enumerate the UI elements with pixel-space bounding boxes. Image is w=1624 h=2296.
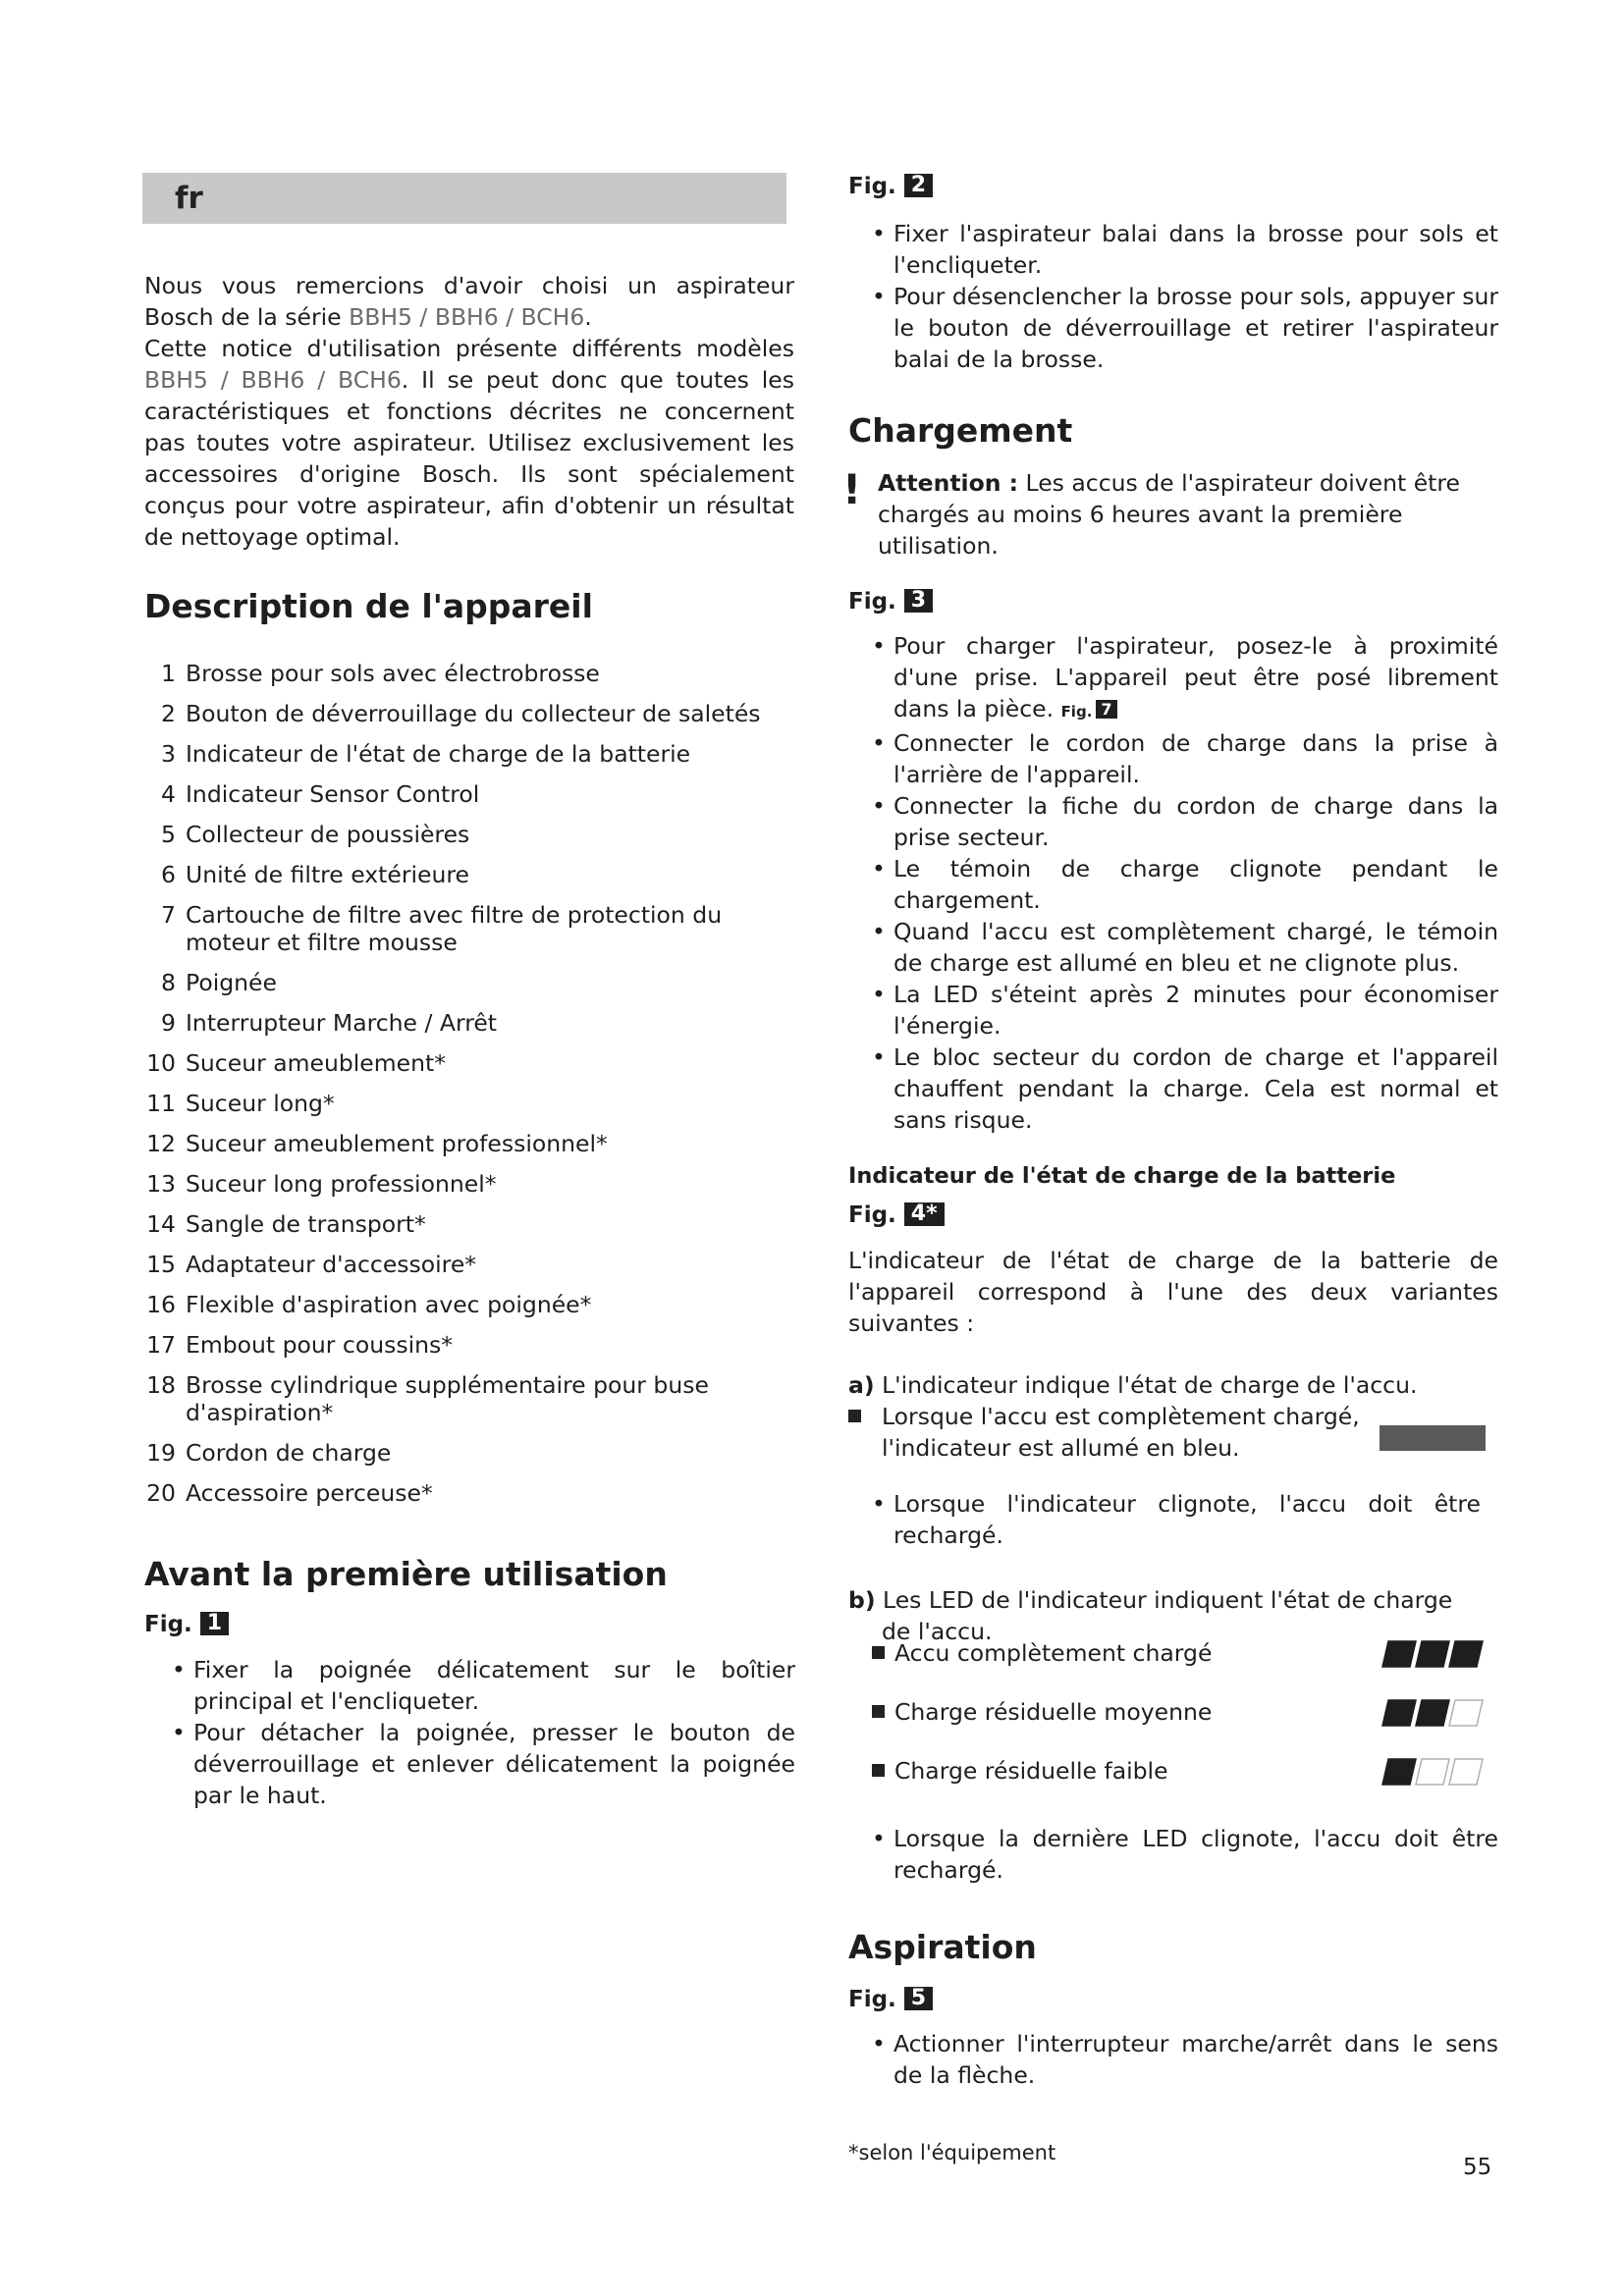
figure-ref-1: Fig. 1 [144,1610,229,1639]
parts-list-item [144,1090,792,1117]
parts-list-item [144,1291,792,1318]
part-number: 2 [161,700,176,727]
battery-segment-filled [1382,1700,1416,1726]
battery-segment-empty [1449,1700,1483,1726]
part-number: 10 [146,1049,176,1077]
figure-number-badge: 1 [200,1612,229,1635]
intro-paragraph-1: Nous vous remercions d'avoir choisi un aspirateur Bosch de la série BBH5 / BBH6 / BCH6. [144,272,794,331]
part-label: Sangle de transport* [186,1210,426,1238]
parts-list-item [144,969,792,996]
bullet-item: • Fixer l'aspirateur balai dans la brosse pour sols et l'encliqueter. [872,220,1498,279]
battery-segment-filled [1382,1641,1416,1667]
figure-number-badge: 3 [904,589,933,613]
part-number: 12 [146,1130,176,1157]
figure-number-badge: 2 [904,174,933,197]
bullet-dot-icon: • [872,855,886,882]
square-bullet-icon [872,1646,885,1659]
bullet-item: • Pour détacher la poignée, presser le bouton de déverrouillage et enlever délicatement la poignée par le haut. [172,1719,795,1809]
figure-ref-2: Fig. 2 [848,172,933,201]
parts-list-item [144,1170,792,1198]
figure-ref-5: Fig. 5 [848,1985,933,2014]
bullet-item: • Pour charger l'aspirateur, posez-le à proximité d'une prise. L'appareil peut être posé librement dans la pièce. Fig. 7 [872,632,1498,722]
intro-section [144,270,794,553]
battery-segment-filled [1449,1641,1483,1667]
battery-full-bar-icon [1380,1425,1486,1451]
parts-list-item [144,1049,792,1077]
bullet-item: • Le témoin de charge clignote pendant le chargement. [872,855,1498,914]
part-number: 4 [161,780,176,808]
part-number: 6 [161,861,176,888]
part-number: 18 [146,1371,176,1399]
figure-number-badge: 4* [904,1202,945,1226]
first-use-bullets [172,1654,795,1811]
bullet-dot-icon: • [872,792,886,820]
parts-list-item [144,1439,792,1467]
part-label: Indicateur de l'état de charge de la batterie [186,740,691,768]
language-bar [142,173,786,224]
battery-segment-empty [1416,1759,1449,1785]
battery-level-icon [1377,1639,1487,1669]
parts-list-item [144,861,792,888]
model-names: BBH5 / BBH6 / BCH6 [144,366,402,394]
part-label: Adaptateur d'accessoire* [186,1251,477,1278]
bullet-dot-icon: • [172,1719,186,1746]
bullet-dot-icon: • [872,2030,886,2057]
battery-segment-empty [1449,1759,1483,1785]
bullet-dot-icon: • [872,918,886,945]
figure-ref-4: Fig. 4* [848,1201,945,1230]
part-label: Cartouche de filtre avec filtre de protection du moteur et filtre mousse [186,901,723,956]
parts-list-item [144,700,792,727]
bullet-item: • Le bloc secteur du cordon de charge et l'appareil chauffent pendant la charge. Cela est normal et sans risque. [872,1043,1498,1134]
model-names: BBH5 / BBH6 / BCH6 [349,303,585,331]
part-label: Brosse pour sols avec électrobrosse [186,660,600,687]
bullet-dot-icon: • [872,981,886,1008]
battery-segment-filled [1416,1641,1449,1667]
aspiration-heading: Aspiration [848,1928,1037,1966]
part-number: 17 [146,1331,176,1359]
charge-level-row [872,1696,1212,1728]
figure-number-badge: 7 [1096,700,1116,719]
part-label: Suceur long* [186,1090,335,1117]
intro-paragraph-2: Cette notice d'utilisation présente différents modèles BBH5 / BBH6 / BCH6. Il se peut donc que toutes les caractéristiques et fonctions décrites ne concernent pas toutes votre aspirateur. Utilisez exclusivement les accessoires d'origine Bosch. Ils sont spécialement conçus pour votre aspirateur, afin d'obtenir un résultat de nettoyage optimal. [144,335,795,551]
language-code: fr [175,181,203,216]
part-number: 8 [161,969,176,996]
part-number: 7 [161,901,176,929]
bullet-dot-icon: • [872,729,886,757]
part-label: Collecteur de poussières [186,821,470,848]
charge-level-row [872,1637,1212,1669]
part-number: 16 [146,1291,176,1318]
charge-level-label: Charge résiduelle moyenne [894,1698,1213,1726]
square-bullet-icon [872,1764,885,1777]
part-label: Poignée [186,969,277,996]
attention-label: Attention : [878,469,1019,497]
indicator-intro: L'indicateur de l'état de charge de la batterie de l'appareil correspond à l'une des deux variantes suivantes : [848,1247,1498,1337]
part-number: 13 [146,1170,176,1198]
battery-level-icon [1377,1757,1487,1787]
part-label: Interrupteur Marche / Arrêt [186,1009,498,1037]
part-number: 5 [161,821,176,848]
part-number: 9 [161,1009,176,1037]
parts-list [144,660,792,1507]
part-label: Indicateur Sensor Control [186,780,480,808]
variant-a-bullet: • Lorsque l'indicateur clignote, l'accu doit être rechargé. [872,1490,1481,1549]
part-label: Suceur ameublement professionnel* [186,1130,608,1157]
parts-list-item [144,660,792,687]
parts-list-item [144,1130,792,1157]
parts-list-item [144,780,792,808]
part-label: Cordon de charge [186,1439,392,1467]
square-bullet-icon [872,1705,885,1718]
bullet-item: • Actionner l'interrupteur marche/arrêt dans le sens de la flèche. [872,2030,1498,2089]
fig2-bullets [872,218,1498,375]
part-number: 19 [146,1439,176,1467]
bullet-dot-icon: • [872,1490,886,1518]
variant-b-label: b) [848,1586,876,1614]
charging-heading: Chargement [848,411,1073,450]
variant-a: a) L'indicateur indique l'état de charge de l'accu. Lorsque l'accu est complètement chargé, l'indicateur est allumé en bleu. [848,1369,1498,1464]
bullet-dot-icon: • [172,1656,186,1683]
part-label: Bouton de déverrouillage du collecteur de saletés [186,700,761,727]
battery-segment-filled [1382,1759,1416,1785]
charging-bullet-list [872,727,1498,1136]
part-label: Suceur long professionnel* [186,1170,497,1198]
bullet-item: • La LED s'éteint après 2 minutes pour économiser l'énergie. [872,981,1498,1040]
battery-level-icon [1377,1698,1487,1728]
battery-segment-filled [1416,1700,1449,1726]
variant-b: b) Les LED de l'indicateur indiquent l'état de charge de l'accu. [848,1586,1453,1645]
part-number: 15 [146,1251,176,1278]
parts-list-item [144,1331,792,1359]
part-number: 11 [146,1090,176,1117]
bullet-item: • Connecter la fiche du cordon de charge dans la prise secteur. [872,792,1498,851]
parts-list-item [144,901,792,956]
bullet-item: • Connecter le cordon de charge dans la prise à l'arrière de l'appareil. [872,729,1498,788]
bullet-item: • Fixer la poignée délicatement sur le boîtier principal et l'encliqueter. [172,1656,795,1715]
bullet-dot-icon: • [872,632,886,660]
parts-list-item [144,821,792,848]
bullet-dot-icon: • [872,1043,886,1071]
attention-note: Attention : Les accus de l'aspirateur doivent être chargés au moins 6 heures avant la première utilisation. [878,469,1460,560]
figure-number-badge: 5 [904,1987,933,2010]
figure-ref-3: Fig. 3 [848,587,933,616]
part-number: 1 [161,660,176,687]
part-label: Flexible d'aspiration avec poignée* [186,1291,592,1318]
part-number: 14 [146,1210,176,1238]
variant-b-bullet: • Lorsque la dernière LED clignote, l'accu doit être rechargé. [872,1825,1498,1884]
part-label: Accessoire perceuse* [186,1479,433,1507]
square-bullet-icon [848,1410,861,1422]
part-number: 3 [161,740,176,768]
parts-list-item [144,1210,792,1238]
parts-list-item [144,1479,792,1507]
part-label: Suceur ameublement* [186,1049,446,1077]
page-number: 55 [1463,2155,1492,2180]
part-label: Brosse cylindrique supplémentaire pour buse d'aspiration* [186,1371,709,1426]
charge-level-label: Accu complètement chargé [894,1639,1213,1667]
bullet-dot-icon: • [872,283,886,310]
parts-list-item [144,740,792,768]
parts-list-item [144,1371,792,1426]
battery-indicator-heading: Indicateur de l'état de charge de la batterie [848,1163,1396,1189]
charging-bullets [872,630,1498,1136]
variant-a-item: Lorsque l'accu est complètement chargé, l'indicateur est allumé en bleu. [848,1401,1441,1464]
bullet-item: • Quand l'accu est complètement chargé, le témoin de charge est allumé en bleu et ne clignote plus. [872,918,1498,977]
charge-level-row [872,1755,1168,1787]
part-label: Embout pour coussins* [186,1331,454,1359]
variant-a-label: a) [848,1371,875,1399]
parts-list-item [144,1251,792,1278]
description-heading: Description de l'appareil [144,587,593,625]
bullet-item: • Pour désenclencher la brosse pour sols, appuyer sur le bouton de déverrouillage et retirer l'aspirateur balai de la brosse. [872,283,1498,373]
first-use-heading: Avant la première utilisation [144,1555,668,1593]
parts-list-item [144,1009,792,1037]
part-number: 20 [146,1479,176,1507]
charge-level-label: Charge résiduelle faible [894,1757,1168,1785]
inline-figure-ref: Fig. 7 [1061,703,1117,721]
parts-list-container [144,660,792,1520]
warning-icon: ! [842,465,862,513]
bullet-dot-icon: • [872,220,886,247]
part-label: Unité de filtre extérieure [186,861,469,888]
bullet-dot-icon: • [872,1825,886,1852]
footnote: *selon l'équipement [848,2141,1056,2164]
aspiration-bullets [872,2028,1498,2091]
